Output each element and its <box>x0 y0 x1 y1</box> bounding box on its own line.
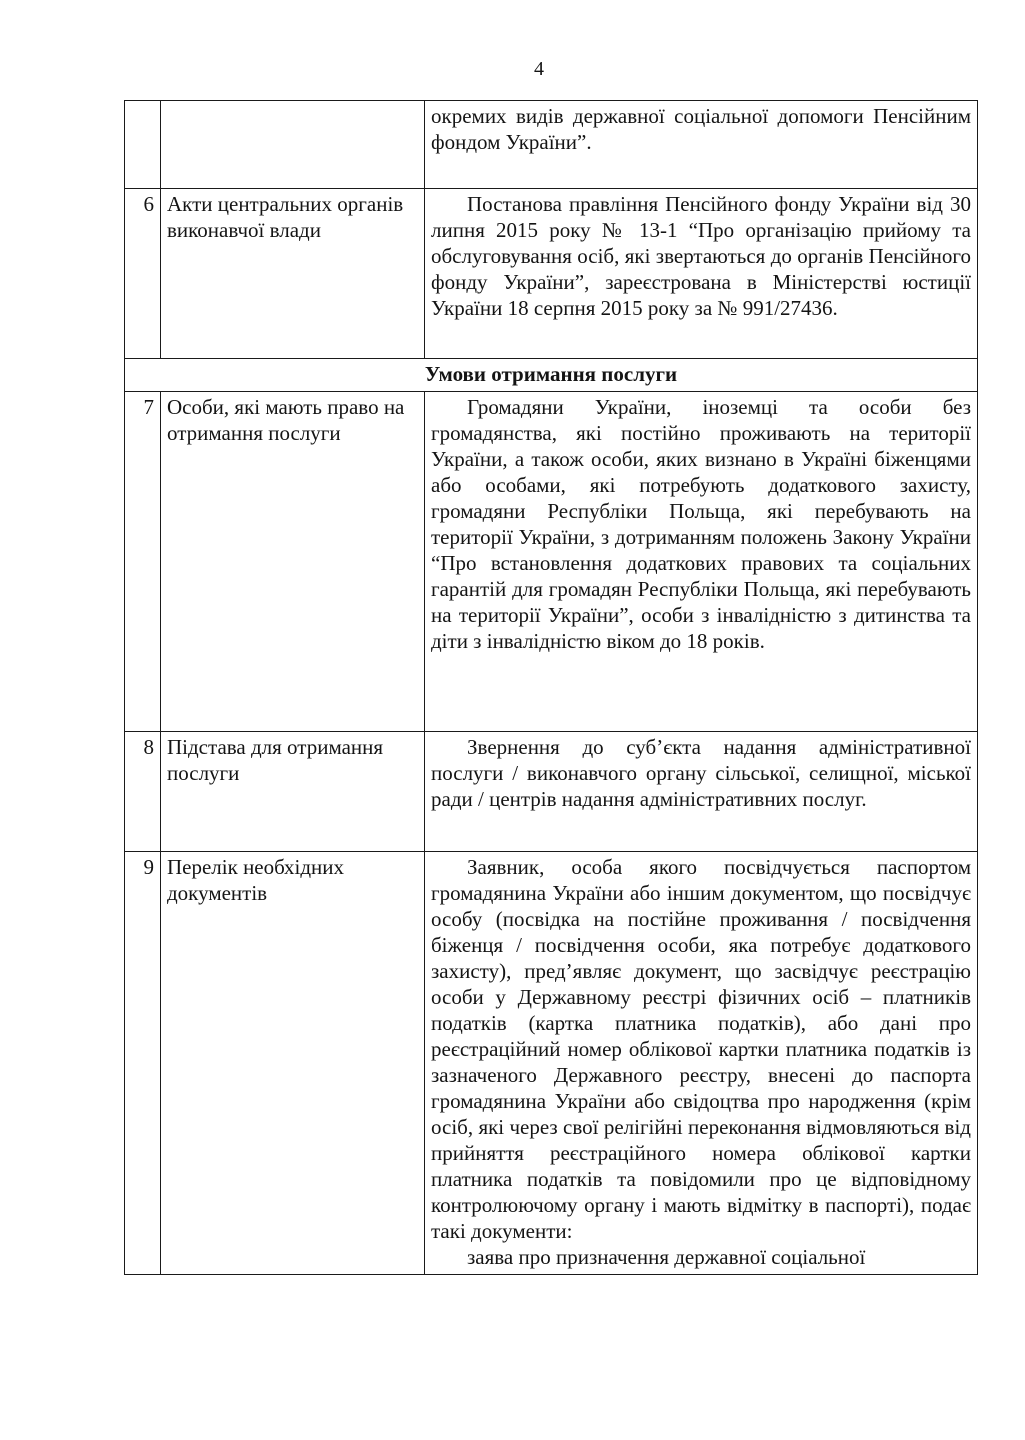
row-content <box>425 101 978 189</box>
section-header-row <box>125 359 978 392</box>
row-name: Перелік необхідних документів <box>161 852 425 1275</box>
row-content-text: Звернення до суб’єкта надання адміністративної послуги / виконавчого органу сільської, селищної, міської ради / центрів надання адміністративних послуг. <box>431 735 971 811</box>
page-number: 4 <box>534 58 544 80</box>
row-content-text: Заявник, особа якого посвідчується паспортом громадянина України або іншим документом, що посвідчує особу (посвідка на постійне проживання / посвідчення біженця / посвідчення особи, яка потребує додаткового захисту), пред’являє документ, що засвідчує реєстрацію особи у Державному реєстрі фізичних осіб – платників податків (картка платника податків), або дані про реєстраційний номер облікової картки платника податків із зазначеного Державного реєстру, внесені до паспорта громадянина України або свідоцтва про народження (крім осіб, які через свої релігійні переконання відмовляються від прийняття реєстраційного номера облікової картки платника податків та повідомили про це відповідному контролюючому органу і мають відмітку в паспорті), подає такі документи: <box>431 855 971 1243</box>
row-content-text: Громадяни України, іноземці та особи без громадянства, які постійно проживають на території України, а також особи, яких визнано в Україні біженцями або особами, які потребують додаткового захисту, громадяни Республіки Польща, які перебувають на території України, з дотриманням положень Закону України “Про встановлення додаткових правових та соціальних гарантій для громадян Республіки Польща, які перебувають на території України”, особи з інвалідністю з дитинства та діти з інвалідністю віком до 18 років. <box>431 395 971 653</box>
row-content <box>425 189 978 359</box>
row-content-text: окремих видів державної соціальної допомоги Пенсійним фондом України”. <box>431 104 971 154</box>
row-number: 6 <box>125 189 161 359</box>
row-content <box>425 392 978 732</box>
row-content <box>425 852 978 1275</box>
table-row-8 <box>125 732 978 852</box>
row-number <box>125 101 161 189</box>
row-number: 8 <box>125 732 161 852</box>
row-number: 7 <box>125 392 161 732</box>
row-content-item: заява про призначення державної соціальної <box>467 1245 866 1269</box>
row-name: Особи, які мають право на отримання послуги <box>161 392 425 732</box>
table-row-9 <box>125 852 978 1275</box>
row-name <box>161 101 425 189</box>
table-row-6 <box>125 189 978 359</box>
row-content-text: Постанова правління Пенсійного фонду України від 30 липня 2015 року № 13-1 “Про організацію прийому та обслуговування осіб, які звертаються до органів Пенсійного фонду України”, зареєстрована в Міністерстві юстиції України 18 серпня 2015 року за № 991/27436. <box>431 192 971 320</box>
services-table <box>124 100 978 1275</box>
section-title: Умови отримання послуги <box>125 359 978 392</box>
row-number: 9 <box>125 852 161 1275</box>
table-row-continuation <box>125 101 978 189</box>
table-row-7 <box>125 392 978 732</box>
row-name: Акти центральних органів виконавчої влади <box>161 189 425 359</box>
row-content <box>425 732 978 852</box>
row-name: Підстава для отримання послуги <box>161 732 425 852</box>
